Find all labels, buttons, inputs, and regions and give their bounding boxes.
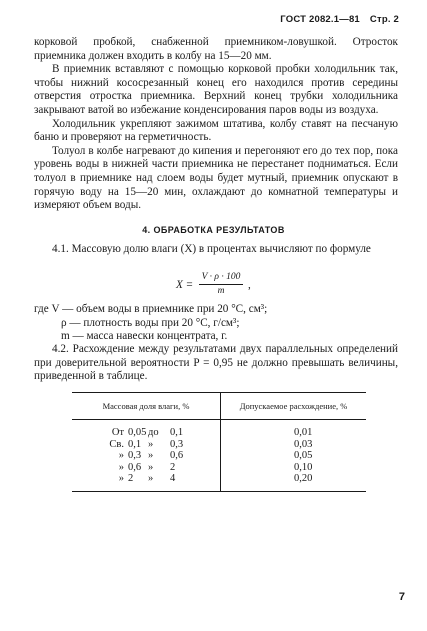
page-label: Стр. 2 [369, 14, 399, 25]
table-row [72, 439, 220, 451]
tolerance-values [221, 420, 366, 491]
range-to: 4 [170, 473, 176, 485]
range-from: 0,1 [128, 438, 142, 450]
range-sep: » [148, 461, 154, 473]
table-header [72, 393, 366, 420]
formula-comma: , [248, 279, 251, 291]
moisture-ranges [72, 420, 221, 491]
formula-denominator: m [217, 286, 225, 296]
table-row [72, 473, 220, 485]
formula-lhs: X = [176, 279, 194, 291]
range-from: 2 [128, 473, 134, 485]
range-from: 0,05 [128, 427, 147, 438]
range-to: 0,6 [170, 450, 184, 462]
legend-density: ρ — плотность воды при 20 °С, г/см³; [61, 316, 240, 329]
range-sep: » [148, 438, 154, 450]
range-prefix: » [118, 461, 124, 473]
legend-mass: m — масса навески концентрата, г. [61, 330, 228, 343]
range-to: 0,3 [170, 438, 184, 450]
formula-legend [34, 303, 398, 344]
range-from: 0,3 [128, 450, 142, 462]
range-prefix: От [111, 427, 124, 438]
tolerance-cell: 0,20 [294, 473, 313, 485]
range-prefix: » [118, 450, 124, 462]
legend-volume: где V — объем воды в приемнике при 20 °С, см³; [34, 303, 268, 315]
section-title: 4. ОБРАБОТКА РЕЗУЛЬТАТОВ [142, 225, 285, 235]
range-to: 0,1 [170, 427, 184, 438]
tolerance-table [72, 392, 366, 492]
page-header [280, 14, 399, 25]
range-to: 2 [170, 461, 176, 473]
standard-code: ГОСТ 2082.1—81 [280, 14, 360, 25]
tolerance-cell: 0,01 [294, 427, 313, 438]
formula-numerator: V · ρ · 100 [201, 272, 241, 282]
table-row [72, 427, 220, 439]
range-sep: » [148, 473, 154, 485]
range-sep: » [148, 450, 154, 462]
table-body [72, 420, 366, 491]
fraction-line [199, 284, 243, 285]
paragraph-4-1: 4.1. Массовую долю влаги (X) в процентах вычисляют по формуле [52, 243, 371, 255]
col-tolerance-header: Допускаемое расхождение, % [239, 401, 348, 411]
paragraph-2: В приемник вставляют с помощью корковой пробки холодильник так, чтобы нижний кососрезанный конец его находился против середины отверстия отростка приемника. Верхний конец трубки холодильника закрывают ватой во избежание конденсирования паров воды из воздуха. [34, 63, 398, 116]
range-prefix: Св. [109, 438, 124, 450]
tolerance-cell: 0,03 [294, 438, 313, 450]
range-sep: до [148, 427, 159, 438]
tolerance-cell: 0,10 [294, 461, 313, 473]
paragraph-4-2: 4.2. Расхождение между результатами двух параллельных определений при доверительной вероятности P = 0,95 не должно превышать величины, приведенной в таблице. [34, 343, 398, 383]
paragraph-3: Холодильник укрепляют зажимом штатива, колбу ставят на песчаную баню и проверяют на герметичность. [34, 117, 398, 144]
col-moisture-header: Массовая доля влаги, % [72, 393, 221, 419]
range-prefix: » [118, 473, 124, 485]
range-from: 0,6 [128, 461, 142, 473]
page-number: 7 [398, 591, 405, 603]
body-text [34, 36, 398, 213]
paragraph-1: корковой пробкой, снабженной приемником-ловушкой. Отросток приемника должен входить в колбу на 15—20 мм. [34, 36, 398, 62]
tolerance-cell: 0,05 [294, 450, 313, 462]
formula-fraction [199, 272, 243, 296]
table-row [72, 462, 220, 474]
paragraph-4: Толуол в колбе нагревают до кипения и перегоняют его до тех пор, пока уровень воды в нижней части приемника не перестанет подниматься. Если толуол в приемнике над слоем воды будет мутный, приемник опускают в горячую воду на 15—20 мин, охлаждают до комнатной температуры и измеряют объем воды. [34, 144, 398, 212]
table-row [72, 450, 220, 462]
